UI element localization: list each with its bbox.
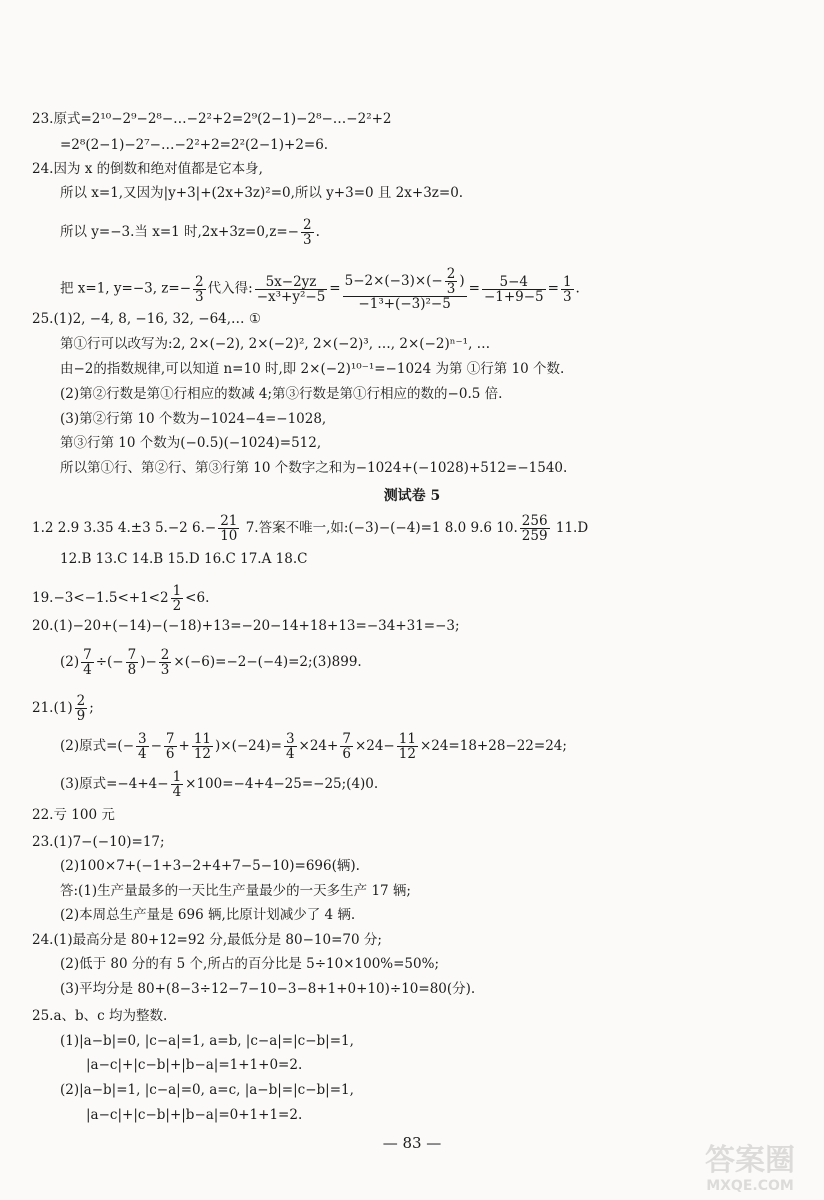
text-line: =2⁸(2−1)−2⁷−…−2²+2=2²(2−1)+2=6. <box>60 137 329 153</box>
text-line: (2) $\frac{7}{4}$ ÷(− $\frac{7}{8}$ )− $\frac{2}{3}$ ×(−6)=−2−(−4)=2;(3)899. <box>60 647 362 678</box>
text-line: 23.(1)7−(−10)=17; <box>32 834 165 850</box>
fraction: $\frac{21}{10}$ <box>220 513 238 544</box>
fraction: $\frac{3}{4}$ <box>138 731 147 762</box>
text-line: (3)平均分是 80+(8−3÷12−7−10−3−8+1+0+10)÷10=80(分). <box>60 981 476 997</box>
fraction: $\frac{11}{12}$ <box>398 731 416 762</box>
text-span: 所以 y=−3.当 x=1 时,2x+3z=0,z= <box>60 224 288 240</box>
text-line: 20.(1)−20+(−14)−(−18)+13=−20−14+18+13=−34+31=−3; <box>32 618 460 634</box>
text-line: |a−c|+|c−b|+|b−a|=0+1+1=2. <box>86 1107 303 1123</box>
fraction: $\frac{1}{2}$ <box>172 583 182 614</box>
fraction: 5−2×(−3)×(− $\frac{2}{3}$ ) −1³+(−3)²−5 <box>344 266 465 312</box>
text-line: 23.原式=2¹⁰−2⁹−2⁸−…−2²+2=2⁹(2−1)−2⁸−…−2²+2 <box>32 111 392 127</box>
text-line: (3)原式=−4+4− $\frac{1}{4}$ ×100=−4+4−25=−25;(4)0. <box>60 769 379 800</box>
fraction: $\frac{3}{4}$ <box>285 731 295 762</box>
watermark-top: 答案圈 <box>705 1143 795 1178</box>
fraction: $\frac{1}{3}$ <box>562 273 572 305</box>
fraction: $\frac{7}{6}$ <box>342 731 351 762</box>
section-title: 测试卷 5 <box>383 488 441 504</box>
fraction: $\frac{7}{4}$ <box>83 647 92 678</box>
text-line: 所以 x=1,又因为|y+3|+(2x+3z)²=0,所以 y+3=0 且 2x+3z=0. <box>60 185 464 201</box>
text-line: 把 x=1, y=−3, z=− $\frac{2}{3}$ 代入得: $\frac{5x-2yz}{\text{−x³+y²−5}}$ = 5−2×(−3)×(− $\frac{2}{3}$ ) −1³+(−3)²−5 = $\frac{5-4}{-1+9-5}$ = $\frac{1}{3}$ . <box>60 266 580 312</box>
text-line: (2)低于 80 分的有 5 个,所占的百分比是 5÷10×100%=50%; <box>60 956 439 972</box>
text-line: 由−2的指数规律,可以知道 n=10 时,即 2×(−2)¹⁰⁻¹=−1024 为第 ①行第 10 个数. <box>60 361 565 377</box>
text-line: 24.因为 x 的倒数和绝对值都是它本身, <box>32 161 263 177</box>
text-line: 所以第①行、第②行、第③行第 10 个数字之和为−1024+(−1028)+512=−1540. <box>60 460 568 476</box>
text-line: 19.−3<−1.5<+1<2 $\frac{1}{2}$ <6. <box>32 583 210 614</box>
text-line: 1.2 2.9 3.35 4.±3 5.−2 6.− $\frac{21}{10}$ 7.答案不唯一,如:(−3)−(−4)=1 8.0 9.6 10. $\frac{256}{259}$ 11.D <box>32 513 589 544</box>
fraction: $\frac{2}{9}$ <box>76 693 86 724</box>
fraction: $\frac{1}{4}$ <box>172 769 182 800</box>
text-line: (2)100×7+(−1+3−2+4+7−5−10)=696(辆). <box>60 858 360 874</box>
page-number: — 83 — <box>382 1134 442 1152</box>
text-line: (2)第②行数是第①行相应的数减 4;第③行数是第①行相应的数的−0.5 倍. <box>60 386 503 402</box>
text-line: 21.(1) $\frac{2}{9}$ ; <box>32 693 94 724</box>
text-line: 24.(1)最高分是 80+12=92 分,最低分是 80−10=70 分; <box>32 932 382 948</box>
text-line: (2)|a−b|=1, |c−a|=0, a=c, |a−b|=|c−b|=1, <box>60 1082 354 1098</box>
fraction: $\frac{2}{3}$ <box>160 647 170 678</box>
text-line: 答:(1)生产量最多的一天比生产量最少的一天多生产 17 辆; <box>60 883 411 899</box>
text-line: 第③行第 10 个数为(−0.5)(−1024)=512, <box>60 435 322 451</box>
text-line: |a−c|+|c−b|+|b−a|=1+1+0=2. <box>86 1057 303 1073</box>
fraction: $\frac{7}{6}$ <box>165 731 175 762</box>
fraction: $\frac{2}{3}$ <box>446 266 456 297</box>
fraction: $\frac{5-4}{-1+9-5}$ <box>483 273 544 305</box>
text-line: (3)第②行第 10 个数为−1024−4=−1028, <box>60 411 327 427</box>
text-line: 25.a、b、c 均为整数. <box>32 1008 168 1024</box>
text-line: 第①行可以改写为:2, 2×(−2), 2×(−2)², 2×(−2)³, …, 2×(−2)ⁿ⁻¹, … <box>60 336 491 352</box>
text-line: 12.B 13.C 14.B 15.D 16.C 17.A 18.C <box>60 551 308 567</box>
fraction: $\frac{2}{3}$ <box>302 217 312 248</box>
fraction: $\frac{11}{12}$ <box>193 731 212 762</box>
text-line: (2)原式=(− $\frac{3}{4}$ − $\frac{7}{6}$ + $\frac{11}{12}$ )×(−24)= $\frac{3}{4}$ ×24+ $\frac{7}{6}$ ×24− $\frac{11}{12}$ ×24=18+28−22=24; <box>60 731 567 762</box>
text-line: 25.(1)2, −4, 8, −16, 32, −64,… ① <box>32 311 261 327</box>
fraction: $\frac{2}{3}$ <box>195 273 204 305</box>
fraction: $\frac{256}{259}$ <box>521 513 548 544</box>
minus-sign: − <box>287 224 299 240</box>
text-line: (2)本周总生产量是 696 辆,比原计划减少了 4 辆. <box>60 907 356 923</box>
text-line: (1)|a−b|=0, |c−a|=1, a=b, |c−a|=|c−b|=1, <box>60 1033 354 1049</box>
watermark-bottom: MXQE.COM <box>706 1178 794 1194</box>
fraction: $\frac{5x-2yz}{\text{−x³+y²−5}}$ <box>256 273 326 305</box>
fraction: $\frac{7}{8}$ <box>127 647 137 678</box>
text-line: 22.亏 100 元 <box>32 807 115 823</box>
watermark-logo <box>684 1132 816 1196</box>
text-line: 所以 y=−3.当 x=1 时,2x+3z=0,z=− $\frac{2}{3}$ . <box>60 217 320 248</box>
